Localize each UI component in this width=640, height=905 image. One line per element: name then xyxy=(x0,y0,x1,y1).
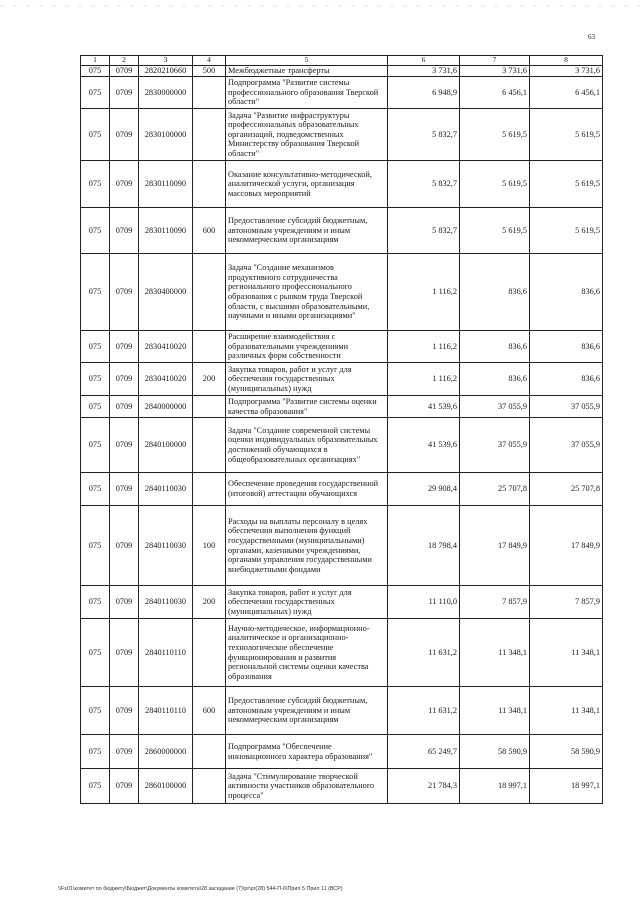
row-description: Расширение взаимодействия с образовательными учреждениями различных форм собственности xyxy=(226,331,388,363)
amount-col6: 41 539,6 xyxy=(388,418,460,473)
amount-col8: 37 055,9 xyxy=(530,418,603,473)
amount-col6: 11 631,2 xyxy=(388,619,460,687)
col-header-2: 2 xyxy=(110,56,139,66)
ministry-code: 075 xyxy=(81,769,110,804)
amount-col7: 11 348,1 xyxy=(460,687,530,735)
target-article: 2830400000 xyxy=(139,254,193,331)
table-row xyxy=(81,396,603,418)
target-article: 2830410020 xyxy=(139,363,193,396)
ministry-code: 075 xyxy=(81,331,110,363)
section-code: 0709 xyxy=(110,506,139,586)
target-article: 2840110030 xyxy=(139,586,193,619)
table-row xyxy=(81,77,603,109)
amount-col8: 836,6 xyxy=(530,363,603,396)
amount-col7: 6 456,1 xyxy=(460,77,530,109)
section-code: 0709 xyxy=(110,586,139,619)
target-article: 2820210660 xyxy=(139,66,193,77)
expense-type: 100 xyxy=(193,506,226,586)
table-row xyxy=(81,254,603,331)
expense-type xyxy=(193,619,226,687)
section-code: 0709 xyxy=(110,66,139,77)
row-description: Расходы на выплаты персоналу в целях обеспечения выполнения функций государственными (муниципальными) органами, казенными учреждениями, органами управления государственными внебюджетными фондами xyxy=(226,506,388,586)
expense-type: 500 xyxy=(193,66,226,77)
target-article: 2840100000 xyxy=(139,418,193,473)
expense-type xyxy=(193,769,226,804)
section-code: 0709 xyxy=(110,769,139,804)
amount-col7: 37 055,9 xyxy=(460,396,530,418)
header-row xyxy=(81,56,603,66)
amount-col6: 1 116,2 xyxy=(388,331,460,363)
amount-col7: 5 619,5 xyxy=(460,208,530,254)
page-number: 63 xyxy=(588,33,595,41)
target-article: 2840110110 xyxy=(139,687,193,735)
expense-type xyxy=(193,77,226,109)
table-row xyxy=(81,418,603,473)
row-description: Закупка товаров, работ и услуг для обеспечения государственных (муниципальных) нужд xyxy=(226,363,388,396)
amount-col8: 25 707,8 xyxy=(530,473,603,506)
section-code: 0709 xyxy=(110,208,139,254)
amount-col6: 6 948,9 xyxy=(388,77,460,109)
amount-col8: 11 348,1 xyxy=(530,687,603,735)
col-header-7: 7 xyxy=(460,56,530,66)
amount-col8: 5 619,5 xyxy=(530,109,603,161)
expense-type xyxy=(193,418,226,473)
amount-col6: 5 832,7 xyxy=(388,161,460,208)
amount-col7: 5 619,5 xyxy=(460,161,530,208)
ministry-code: 075 xyxy=(81,619,110,687)
amount-col8: 6 456,1 xyxy=(530,77,603,109)
section-code: 0709 xyxy=(110,687,139,735)
ministry-code: 075 xyxy=(81,77,110,109)
row-description: Подпрограмма "Развитие системы оценки качества образования" xyxy=(226,396,388,418)
row-description: Задача "Развитие инфраструктуры профессиональных образовательных организаций, подведомственных Министерству образования Тверской области" xyxy=(226,109,388,161)
amount-col7: 37 055,9 xyxy=(460,418,530,473)
expense-type xyxy=(193,331,226,363)
expense-type xyxy=(193,396,226,418)
amount-col6: 11 631,2 xyxy=(388,687,460,735)
ministry-code: 075 xyxy=(81,586,110,619)
ministry-code: 075 xyxy=(81,687,110,735)
amount-col8: 18 997,1 xyxy=(530,769,603,804)
expense-type: 600 xyxy=(193,687,226,735)
col-header-5: 5 xyxy=(226,56,388,66)
amount-col6: 3 731,6 xyxy=(388,66,460,77)
target-article: 2830100000 xyxy=(139,109,193,161)
ministry-code: 075 xyxy=(81,161,110,208)
target-article: 2840110030 xyxy=(139,506,193,586)
row-description: Задача "Стимулирование творческой активности участников образовательного процесса" xyxy=(226,769,388,804)
amount-col7: 7 857,9 xyxy=(460,586,530,619)
section-code: 0709 xyxy=(110,254,139,331)
amount-col6: 11 110,0 xyxy=(388,586,460,619)
section-code: 0709 xyxy=(110,735,139,769)
ministry-code: 075 xyxy=(81,506,110,586)
amount-col8: 11 348,1 xyxy=(530,619,603,687)
amount-col6: 1 116,2 xyxy=(388,363,460,396)
amount-col6: 21 784,3 xyxy=(388,769,460,804)
amount-col8: 5 619,5 xyxy=(530,208,603,254)
target-article: 2830000000 xyxy=(139,77,193,109)
amount-col8: 5 619,5 xyxy=(530,161,603,208)
amount-col8: 836,6 xyxy=(530,254,603,331)
table-row xyxy=(81,331,603,363)
row-description: Оказание консультативно-методической, аналитической услуги, организация массовых мероприятий xyxy=(226,161,388,208)
row-description: Межбюджетные трансферты xyxy=(226,66,388,77)
scan-top-border xyxy=(0,0,640,10)
target-article: 2860000000 xyxy=(139,735,193,769)
section-code: 0709 xyxy=(110,396,139,418)
table-row xyxy=(81,66,603,77)
amount-col7: 3 731,6 xyxy=(460,66,530,77)
ministry-code: 075 xyxy=(81,208,110,254)
expense-type: 200 xyxy=(193,363,226,396)
expense-type: 600 xyxy=(193,208,226,254)
amount-col6: 5 832,7 xyxy=(388,208,460,254)
amount-col7: 836,6 xyxy=(460,363,530,396)
section-code: 0709 xyxy=(110,161,139,208)
amount-col8: 7 857,9 xyxy=(530,586,603,619)
expense-type xyxy=(193,161,226,208)
amount-col7: 58 590,9 xyxy=(460,735,530,769)
col-header-1: 1 xyxy=(81,56,110,66)
target-article: 2830410020 xyxy=(139,331,193,363)
row-description: Подпрограмма "Развитие системы профессионального образования Тверской области" xyxy=(226,77,388,109)
amount-col8: 58 590,9 xyxy=(530,735,603,769)
table-row xyxy=(81,619,603,687)
table-row xyxy=(81,208,603,254)
target-article: 2840110110 xyxy=(139,619,193,687)
expense-type: 200 xyxy=(193,586,226,619)
amount-col8: 17 849,9 xyxy=(530,506,603,586)
amount-col6: 65 249,7 xyxy=(388,735,460,769)
table-row xyxy=(81,473,603,506)
ministry-code: 075 xyxy=(81,363,110,396)
table-row xyxy=(81,363,603,396)
section-code: 0709 xyxy=(110,473,139,506)
row-description: Научно-методическое, информационно-аналитическое и организационно-технологическое обеспечение функционирования и развития региональной системы оценки качества образования xyxy=(226,619,388,687)
ministry-code: 075 xyxy=(81,254,110,331)
amount-col8: 3 731,6 xyxy=(530,66,603,77)
target-article: 2830110090 xyxy=(139,161,193,208)
ministry-code: 075 xyxy=(81,473,110,506)
col-header-4: 4 xyxy=(193,56,226,66)
ministry-code: 075 xyxy=(81,109,110,161)
target-article: 2860100000 xyxy=(139,769,193,804)
row-description: Обеспечение проведения государственной (итоговой) аттестации обучающихся xyxy=(226,473,388,506)
table-row xyxy=(81,735,603,769)
amount-col8: 37 055,9 xyxy=(530,396,603,418)
table-row xyxy=(81,161,603,208)
expense-type xyxy=(193,473,226,506)
footer-file-path: \\Fs01\комитет по бюджету\Бюджет\Документы комитета\28 заседание (7)\pr\pr(28) 544-П-6\Прил 5 Прил 11 (ВСР) xyxy=(58,886,343,892)
amount-col7: 25 707,8 xyxy=(460,473,530,506)
table-row xyxy=(81,769,603,804)
target-article: 2840110030 xyxy=(139,473,193,506)
row-description: Подпрограмма "Обеспечение инновационного характера образования" xyxy=(226,735,388,769)
ministry-code: 075 xyxy=(81,418,110,473)
col-header-3: 3 xyxy=(139,56,193,66)
amount-col7: 18 997,1 xyxy=(460,769,530,804)
amount-col8: 836,6 xyxy=(530,331,603,363)
amount-col7: 5 619,5 xyxy=(460,109,530,161)
row-description: Предоставление субсидий бюджетным, автономным учреждениям и иным некоммерческим организациям xyxy=(226,208,388,254)
amount-col7: 836,6 xyxy=(460,254,530,331)
expense-type xyxy=(193,735,226,769)
amount-col7: 836,6 xyxy=(460,331,530,363)
row-description: Предоставление субсидий бюджетным, автономным учреждениям и иным некоммерческим организациям xyxy=(226,687,388,735)
section-code: 0709 xyxy=(110,363,139,396)
table-row xyxy=(81,109,603,161)
amount-col6: 1 116,2 xyxy=(388,254,460,331)
ministry-code: 075 xyxy=(81,66,110,77)
ministry-code: 075 xyxy=(81,735,110,769)
section-code: 0709 xyxy=(110,77,139,109)
amount-col7: 11 348,1 xyxy=(460,619,530,687)
section-code: 0709 xyxy=(110,619,139,687)
col-header-6: 6 xyxy=(388,56,460,66)
table-row xyxy=(81,506,603,586)
expense-type xyxy=(193,254,226,331)
row-description: Закупка товаров, работ и услуг для обеспечения государственных (муниципальных) нужд xyxy=(226,586,388,619)
amount-col6: 18 798,4 xyxy=(388,506,460,586)
target-article: 2840000000 xyxy=(139,396,193,418)
amount-col6: 41 539,6 xyxy=(388,396,460,418)
section-code: 0709 xyxy=(110,418,139,473)
section-code: 0709 xyxy=(110,109,139,161)
budget-table xyxy=(80,55,603,804)
section-code: 0709 xyxy=(110,331,139,363)
amount-col6: 29 908,4 xyxy=(388,473,460,506)
table-row xyxy=(81,586,603,619)
expense-type xyxy=(193,109,226,161)
row-description: Задача "Создание механизмов продуктивного сотрудничества регионального профессионального образования с рынком труда Тверской области, с высшими образовательными, научными и иными организациями" xyxy=(226,254,388,331)
amount-col6: 5 832,7 xyxy=(388,109,460,161)
row-description: Задача "Создание современной системы оценки индивидуальных образовательных достижений обучающихся в общеобразовательных организациях" xyxy=(226,418,388,473)
col-header-8: 8 xyxy=(530,56,603,66)
target-article: 2830110090 xyxy=(139,208,193,254)
amount-col7: 17 849,9 xyxy=(460,506,530,586)
ministry-code: 075 xyxy=(81,396,110,418)
table-row xyxy=(81,687,603,735)
